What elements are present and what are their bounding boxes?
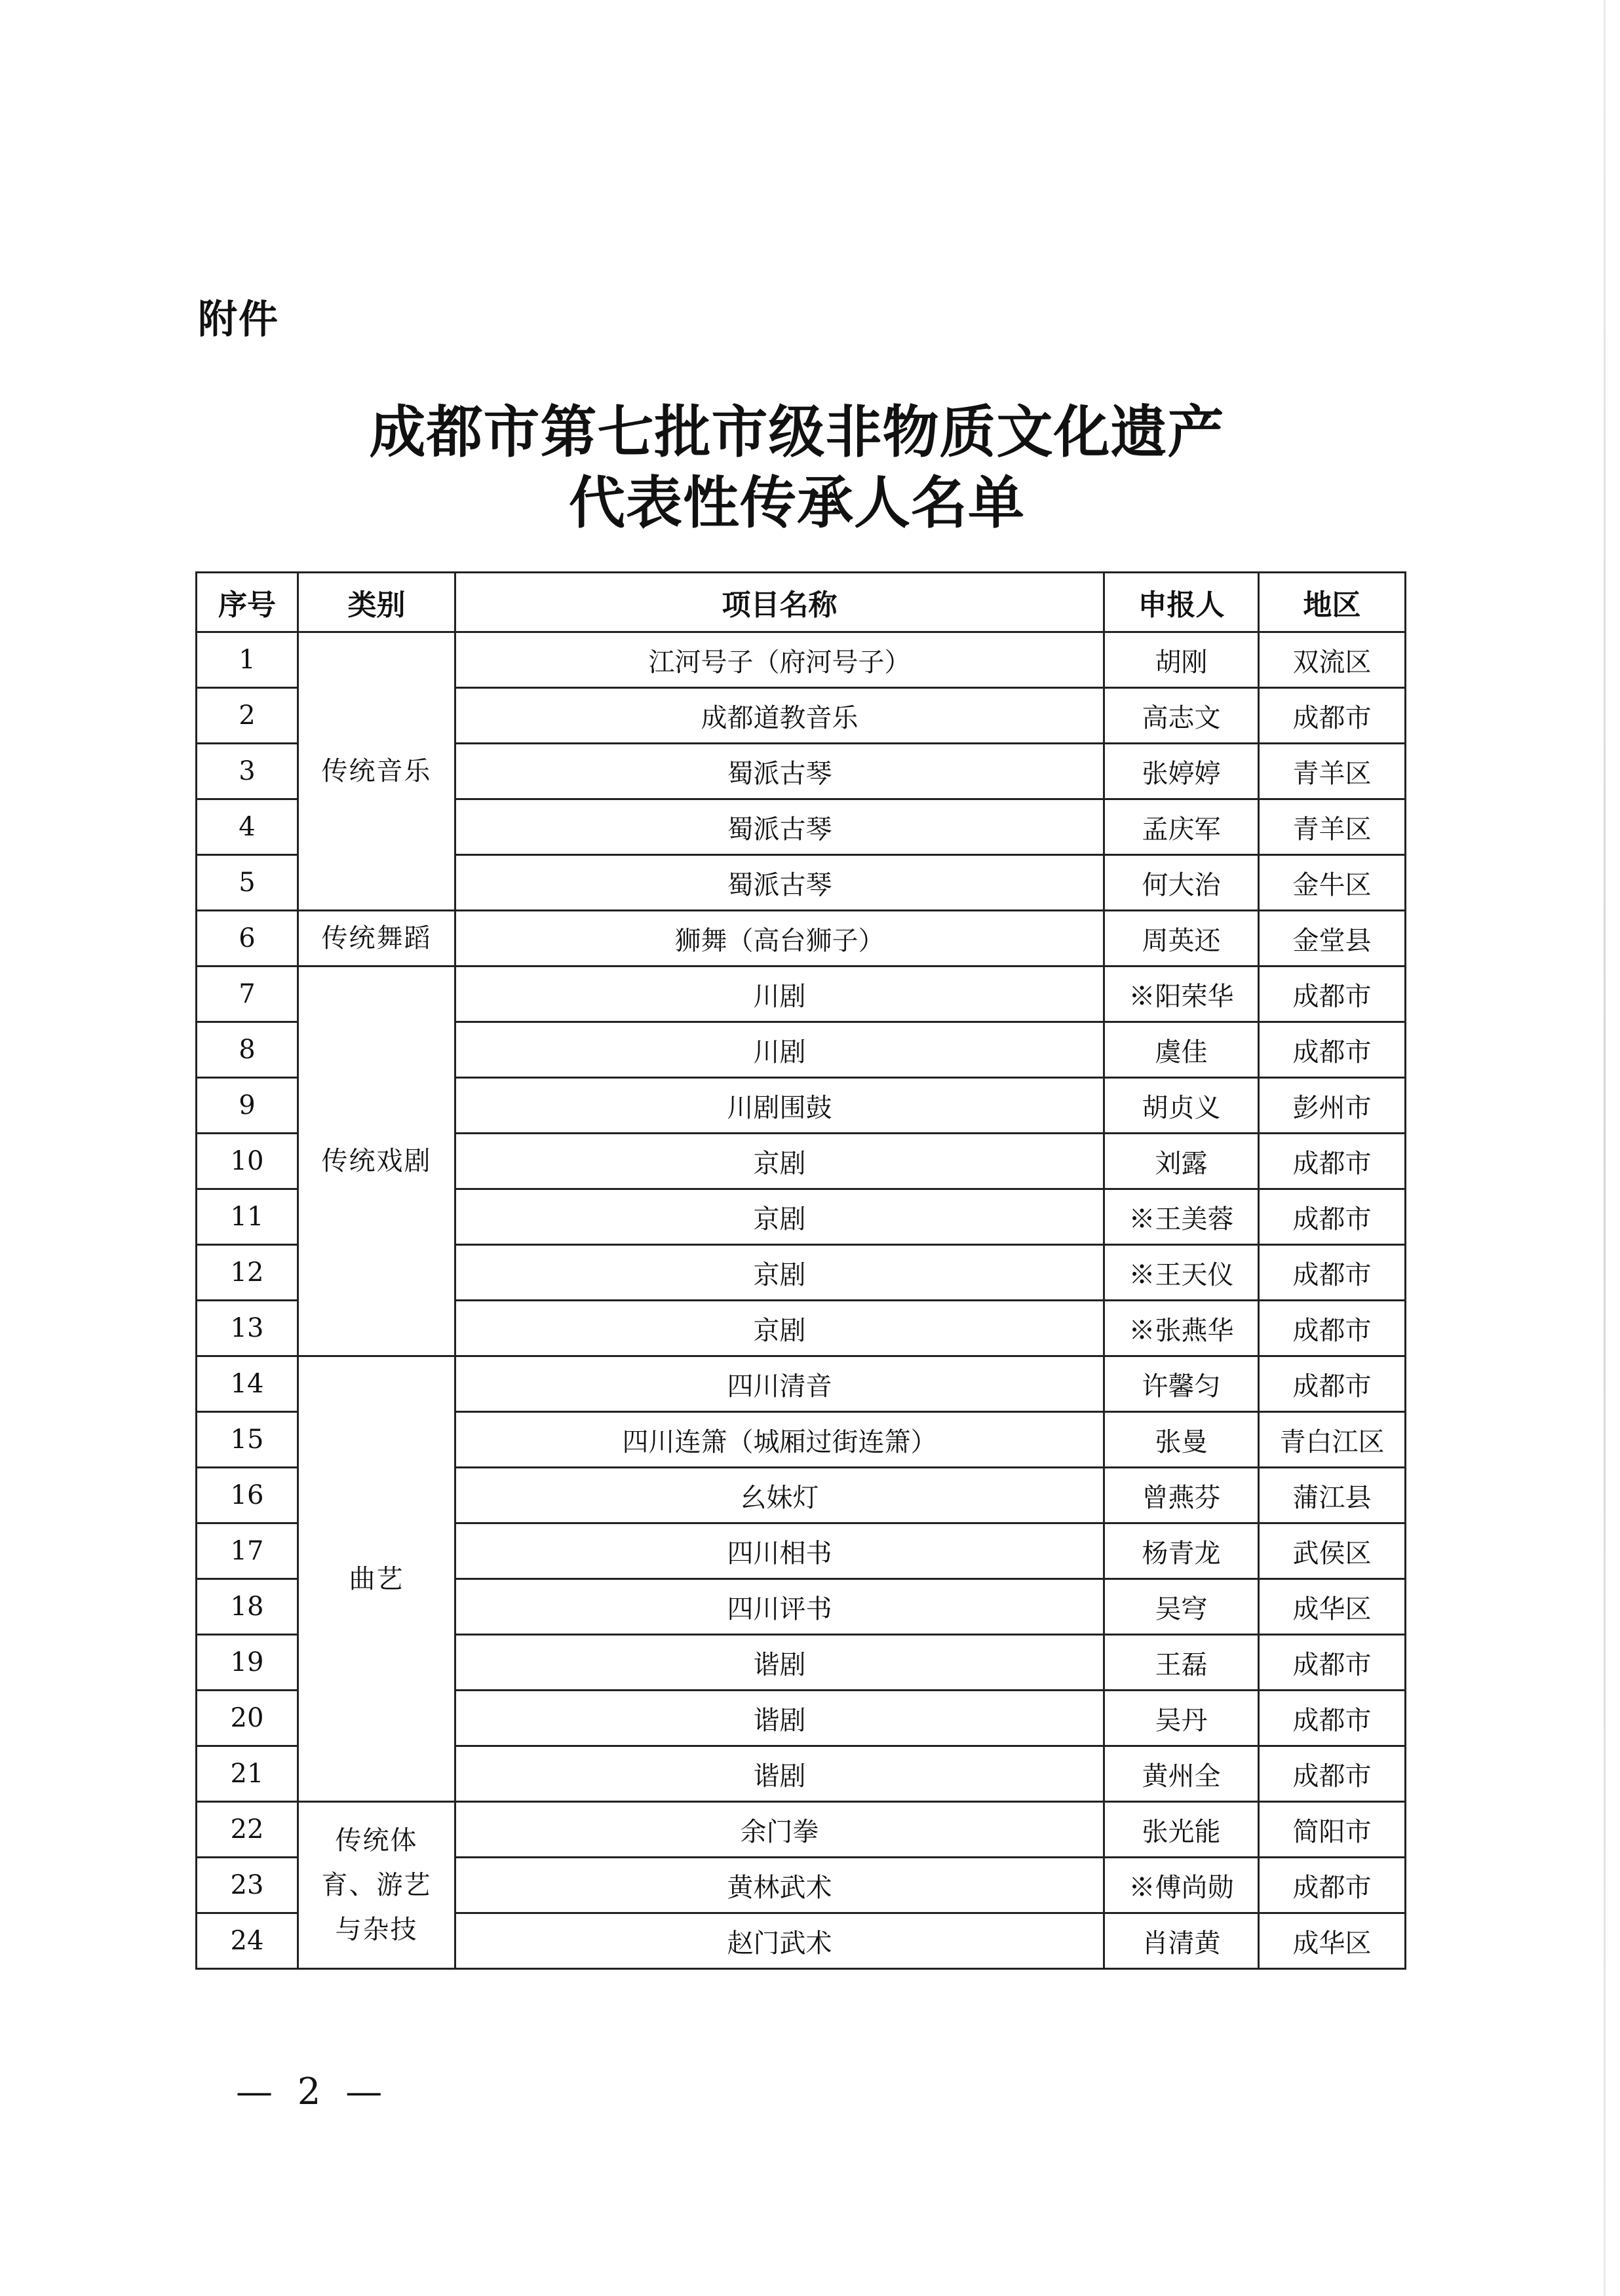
cell-item: 幺妹灯 [455, 1468, 1104, 1523]
cell-no: 18 [197, 1579, 298, 1635]
cell-applicant: 虞佳 [1104, 1022, 1259, 1078]
cell-no: 7 [197, 966, 298, 1022]
cell-applicant: 周英还 [1104, 911, 1259, 966]
cell-no: 9 [197, 1078, 298, 1134]
cell-no: 13 [197, 1301, 298, 1356]
cell-no: 21 [197, 1746, 298, 1802]
cell-area: 青白江区 [1259, 1412, 1406, 1468]
page-number: — 2 — [236, 2071, 389, 2113]
cell-applicant: 杨青龙 [1104, 1523, 1259, 1579]
cell-applicant: 吴穹 [1104, 1579, 1259, 1635]
cell-item: 谐剧 [455, 1691, 1104, 1746]
cell-no: 22 [197, 1802, 298, 1858]
cell-applicant: 何大治 [1104, 855, 1259, 911]
cell-item: 四川相书 [455, 1523, 1104, 1579]
cell-applicant: 许馨匀 [1104, 1356, 1259, 1412]
cell-no: 6 [197, 911, 298, 966]
cell-category: 曲艺 [298, 1356, 455, 1802]
cell-item: 四川评书 [455, 1579, 1104, 1635]
document-title-line-2: 代表性传承人名单 [569, 470, 1025, 536]
cell-applicant: 王磊 [1104, 1635, 1259, 1691]
cell-no: 15 [197, 1412, 298, 1468]
cell-area: 成都市 [1259, 1245, 1406, 1301]
cell-item: 余门拳 [455, 1802, 1104, 1858]
header-applicant: 申报人 [1104, 573, 1259, 632]
cell-area: 金堂县 [1259, 911, 1406, 966]
cell-no: 12 [197, 1245, 298, 1301]
cell-no: 11 [197, 1189, 298, 1245]
cell-applicant: 胡刚 [1104, 632, 1259, 688]
cell-no: 10 [197, 1134, 298, 1189]
cell-area: 成都市 [1259, 1691, 1406, 1746]
table-row [197, 1356, 1406, 1412]
cell-item: 川剧 [455, 1022, 1104, 1078]
cell-item: 蜀派古琴 [455, 799, 1104, 855]
cell-item: 谐剧 [455, 1746, 1104, 1802]
cell-applicant: 刘露 [1104, 1134, 1259, 1189]
cell-applicant: ※王美蓉 [1104, 1189, 1259, 1245]
table-row [197, 911, 1406, 966]
cell-applicant: 张曼 [1104, 1412, 1259, 1468]
cell-area: 成华区 [1259, 1913, 1406, 1969]
cell-item: 狮舞（高台狮子） [455, 911, 1104, 966]
cell-applicant: 高志文 [1104, 688, 1259, 744]
header-item: 项目名称 [455, 573, 1104, 632]
cell-item: 江河号子（府河号子） [455, 632, 1104, 688]
cell-no: 2 [197, 688, 298, 744]
cell-category: 传统音乐 [298, 632, 455, 911]
cell-applicant: 黄州全 [1104, 1746, 1259, 1802]
table-row [197, 966, 1406, 1022]
cell-item: 四川清音 [455, 1356, 1104, 1412]
table-row [197, 1802, 1406, 1858]
header-no: 序号 [197, 573, 298, 632]
header-category: 类别 [298, 573, 455, 632]
cell-no: 4 [197, 799, 298, 855]
cell-area: 成都市 [1259, 966, 1406, 1022]
cell-no: 14 [197, 1356, 298, 1412]
cell-area: 成都市 [1259, 1134, 1406, 1189]
cell-applicant: ※阳荣华 [1104, 966, 1259, 1022]
cell-area: 简阳市 [1259, 1802, 1406, 1858]
cell-applicant: 胡贞义 [1104, 1078, 1259, 1134]
cell-category: 传统舞蹈 [298, 911, 455, 966]
cell-item: 赵门武术 [455, 1913, 1104, 1969]
cell-no: 16 [197, 1468, 298, 1523]
cell-area: 青羊区 [1259, 799, 1406, 855]
cell-item: 川剧围鼓 [455, 1078, 1104, 1134]
cell-no: 3 [197, 744, 298, 799]
cell-item: 黄林武术 [455, 1858, 1104, 1913]
table-header-row [197, 573, 1406, 632]
cell-applicant: 肖清黄 [1104, 1913, 1259, 1969]
cell-no: 17 [197, 1523, 298, 1579]
cell-area: 成都市 [1259, 1635, 1406, 1691]
cell-category: 传统体育、游艺与杂技 [298, 1802, 455, 1969]
cell-no: 1 [197, 632, 298, 688]
scan-edge-shadow [1604, 0, 1606, 2296]
cell-applicant: ※张燕华 [1104, 1301, 1259, 1356]
cell-item: 谐剧 [455, 1635, 1104, 1691]
cell-applicant: 曾燕芬 [1104, 1468, 1259, 1523]
cell-area: 青羊区 [1259, 744, 1406, 799]
cell-applicant: ※王天仪 [1104, 1245, 1259, 1301]
attachment-label: 附件 [198, 297, 279, 343]
cell-area: 成都市 [1259, 1301, 1406, 1356]
header-area: 地区 [1259, 573, 1406, 632]
cell-item: 京剧 [455, 1189, 1104, 1245]
cell-item: 京剧 [455, 1301, 1104, 1356]
cell-no: 20 [197, 1691, 298, 1746]
cell-area: 武侯区 [1259, 1523, 1406, 1579]
cell-category: 传统戏剧 [298, 966, 455, 1356]
cell-area: 成都市 [1259, 1746, 1406, 1802]
cell-applicant: 吴丹 [1104, 1691, 1259, 1746]
cell-applicant: 孟庆军 [1104, 799, 1259, 855]
cell-item: 成都道教音乐 [455, 688, 1104, 744]
cell-area: 成华区 [1259, 1579, 1406, 1635]
cell-applicant: ※傅尚勋 [1104, 1858, 1259, 1913]
table-row [197, 632, 1406, 688]
cell-no: 5 [197, 855, 298, 911]
cell-area: 金牛区 [1259, 855, 1406, 911]
cell-no: 24 [197, 1913, 298, 1969]
cell-area: 成都市 [1259, 1189, 1406, 1245]
cell-item: 川剧 [455, 966, 1104, 1022]
cell-area: 成都市 [1259, 1858, 1406, 1913]
cell-item: 蜀派古琴 [455, 744, 1104, 799]
cell-applicant: 张光能 [1104, 1802, 1259, 1858]
cell-area: 蒲江县 [1259, 1468, 1406, 1523]
cell-no: 23 [197, 1858, 298, 1913]
document-title-line-1: 成都市第七批市级非物质文化遗产 [369, 399, 1225, 465]
cell-area: 双流区 [1259, 632, 1406, 688]
cell-area: 成都市 [1259, 688, 1406, 744]
cell-item: 蜀派古琴 [455, 855, 1104, 911]
cell-applicant: 张婷婷 [1104, 744, 1259, 799]
cell-item: 京剧 [455, 1134, 1104, 1189]
cell-no: 8 [197, 1022, 298, 1078]
cell-no: 19 [197, 1635, 298, 1691]
cell-item: 京剧 [455, 1245, 1104, 1301]
cell-area: 彭州市 [1259, 1078, 1406, 1134]
inheritor-roster-table [195, 571, 1406, 1970]
cell-item: 四川连箫（城厢过街连箫） [455, 1412, 1104, 1468]
cell-area: 成都市 [1259, 1022, 1406, 1078]
cell-area: 成都市 [1259, 1356, 1406, 1412]
